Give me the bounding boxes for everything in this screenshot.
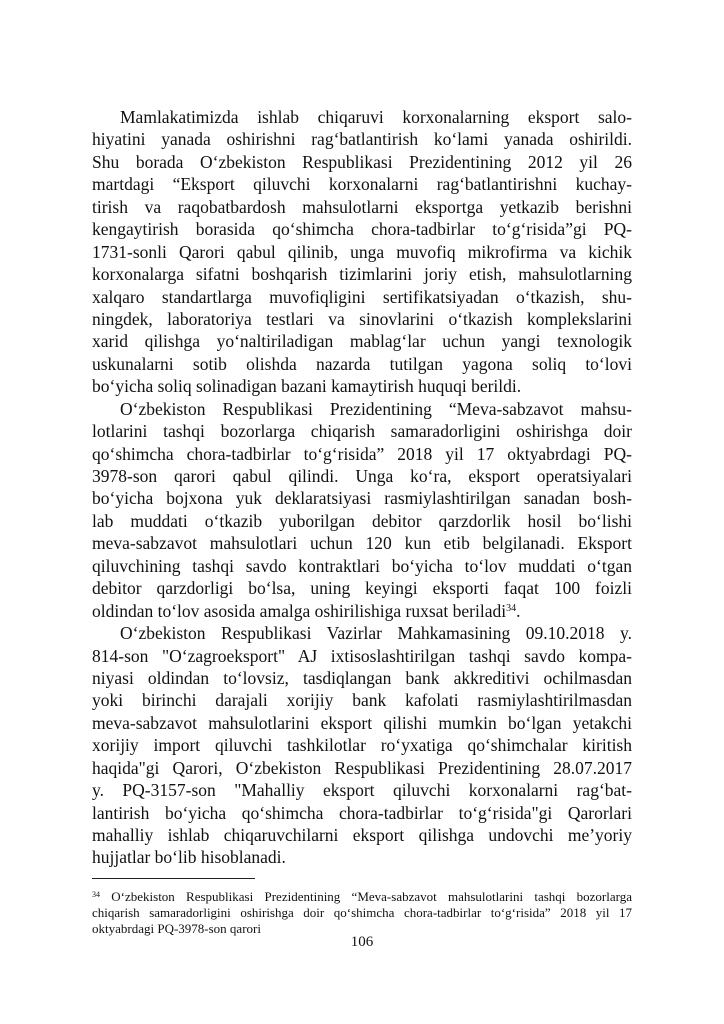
- text-line: [92, 263, 632, 285]
- page-number: 106: [350, 934, 374, 950]
- text-line: [92, 330, 632, 352]
- footnote: [92, 889, 632, 937]
- line-text: yoki birinchi darajali xorijiy bank kafolati rasmiylashtirilmasdan: [92, 690, 632, 711]
- line-text: Mamlakatimizda ishlab chiqaruvi korxonalarning eksport salo-: [120, 107, 632, 127]
- text-line: [92, 712, 632, 734]
- line-text: 814-son "O‘zagroeksport" AJ ixtisoslashtirilgan tashqi savdo kompa-: [92, 645, 632, 666]
- line-text: meva-sabzavot mahsulotlari uchun 120 kun etib belgilanadi. Eksport: [92, 533, 632, 554]
- paragraph: [92, 622, 632, 869]
- line-text: xarid qilishga yo‘naltiriladigan mablag‘lar uchun yangi texnologik: [92, 331, 632, 352]
- footnote-number: 34: [92, 890, 100, 899]
- text-line: [92, 779, 632, 801]
- text-line: [92, 218, 632, 240]
- line-text: ningdek, laboratoriya testlari va sinovlarini o‘tkazish komplekslarini: [92, 308, 632, 329]
- text-line: [92, 106, 632, 128]
- text-line: [92, 824, 632, 846]
- line-text: xorijiy import qiluvchi tashkilotlar ro‘yxatiga qo‘shimchalar kiritish: [92, 735, 632, 756]
- text-line: [92, 465, 632, 487]
- line-text: hujjatlar bo‘lib hisoblanadi.: [92, 847, 286, 868]
- text-line: [92, 241, 632, 263]
- line-text: hiyatini yanada oshirishni rag‘batlantirish ko‘lami yanada oshirildi.: [92, 129, 632, 150]
- line-text: lab muddati o‘tkazib yuborilgan debitor qarzdorlik hosil bo‘lishi: [92, 510, 632, 531]
- line-text: oldindan to‘lov asosida amalga oshirilishiga ruxsat beriladi: [92, 600, 507, 621]
- text-line: [92, 443, 632, 465]
- line-text: qiluvchining tashqi savdo kontraktlari bo‘yicha to‘lov muddati o‘tgan: [92, 555, 632, 576]
- text-line: [92, 151, 632, 173]
- text-line: [92, 308, 632, 330]
- text-line: [92, 600, 632, 622]
- text-line: [92, 420, 632, 442]
- line-text: debitor qarzdorligi bo‘lsa, uning keyingi eksporti faqat 100 foizli: [92, 578, 632, 599]
- line-text: lantirish bo‘yicha qo‘shimcha chora-tadbirlar to‘g‘risida"gi Qarorlari: [92, 802, 632, 823]
- text-line: [92, 622, 632, 644]
- text-line: [92, 689, 632, 711]
- line-text: haqida"gi Qarori, O‘zbekiston Respublikasi Prezidentining 28.07.2017: [92, 757, 632, 778]
- end-punctuation: .: [516, 600, 521, 621]
- text-line: [92, 645, 632, 667]
- text-line: [92, 173, 632, 195]
- line-text: Shu borada O‘zbekiston Respublikasi Prezidentining 2012 yil 26: [92, 151, 632, 172]
- paragraph: [92, 398, 632, 622]
- text-line: [92, 398, 632, 420]
- line-text: meva-sabzavot mahsulotlarini eksport qilishi mumkin bo‘lgan yetakchi: [92, 712, 632, 733]
- line-text: lotlarini tashqi bozorlarga chiqarish samaradorligini oshirishga doir: [92, 421, 632, 442]
- text-line: [92, 375, 632, 397]
- footnote-text: chiqarish samaradorligini oshirishga doir qo‘shimcha chora-tadbirlar to‘g‘risida” 2018 yil 17: [92, 905, 632, 920]
- text-line: [92, 128, 632, 150]
- text-line: [92, 532, 632, 554]
- text-line: [92, 555, 632, 577]
- line-text: O‘zbekiston Respublikasi Prezidentining “Meva-sabzavot mahsu-: [120, 398, 632, 419]
- footnote-divider: [92, 878, 255, 879]
- text-line: [92, 487, 632, 509]
- line-text: xalqaro standartlarga muvofiqligini sertifikatsiyadan o‘tkazish, shu-: [92, 286, 632, 307]
- text-line: [92, 196, 632, 218]
- line-text: qo‘shimcha chora-tadbirlar to‘g‘risida” 2018 yil 17 oktyabrdagi PQ-: [92, 443, 632, 464]
- line-text: uskunalarni sotib olishda nazarda tutilgan yagona soliq to‘lovi: [92, 353, 632, 374]
- body-text: [92, 106, 632, 869]
- line-text: bo‘yicha bojxona yuk deklaratsiyasi rasmiylashtirilgan sanadan bosh-: [92, 488, 632, 509]
- text-line: [92, 757, 632, 779]
- line-text: 3978-son qarori qabul qilindi. Unga ko‘ra, eksport operatsiyalari: [92, 466, 632, 486]
- footnote-text: oktyabrdagi PQ-3978-son qarori: [92, 921, 261, 936]
- text-line: [92, 802, 632, 824]
- line-text: korxonalarga sifatni boshqarish tizimlarini joriy etish, mahsulotlarning: [92, 264, 632, 285]
- line-text: y. PQ-3157-son "Mahalliy eksport qiluvchi korxonalarni rag‘bat-: [92, 780, 632, 801]
- footnote-reference[interactable]: 34: [506, 602, 517, 614]
- text-line: [92, 667, 632, 689]
- footnote-text: O‘zbekiston Respublikasi Prezidentining “Meva-sabzavot mahsulotlarini tashqi bozorlarga: [111, 889, 633, 904]
- line-text: tirish va raqobatbardosh mahsulotlarni eksportga yetkazib berishni: [92, 196, 632, 217]
- paragraph: [92, 106, 632, 398]
- text-line: [92, 286, 632, 308]
- text-line: [92, 846, 632, 868]
- line-text: 1731-sonli Qarori qabul qilinib, unga muvofiq mikrofirma va kichik: [92, 241, 632, 262]
- line-text: martdagi “Eksport qiluvchi korxonalarni rag‘batlantirishni kuchay-: [92, 174, 632, 195]
- footnote-line: [92, 905, 632, 921]
- line-text: niyasi oldindan to‘lovsiz, tasdiqlangan bank akkreditivi ochilmasdan: [92, 667, 632, 688]
- text-line: [92, 510, 632, 532]
- footnote-line: [92, 889, 632, 905]
- text-line: [92, 577, 632, 599]
- text-line: [92, 734, 632, 756]
- line-text: kengaytirish borasida qo‘shimcha chora-tadbirlar to‘g‘risida”gi PQ-: [92, 219, 632, 240]
- text-line: [92, 353, 632, 375]
- line-text: O‘zbekiston Respublikasi Vazirlar Mahkamasining 09.10.2018 y.: [120, 623, 632, 644]
- line-text: mahalliy ishlab chiqaruvchilarni eksport qilishga undovchi me’yoriy: [92, 825, 632, 845]
- line-text: bo‘yicha soliq solinadigan bazani kamaytirish huquqi berildi.: [92, 376, 522, 397]
